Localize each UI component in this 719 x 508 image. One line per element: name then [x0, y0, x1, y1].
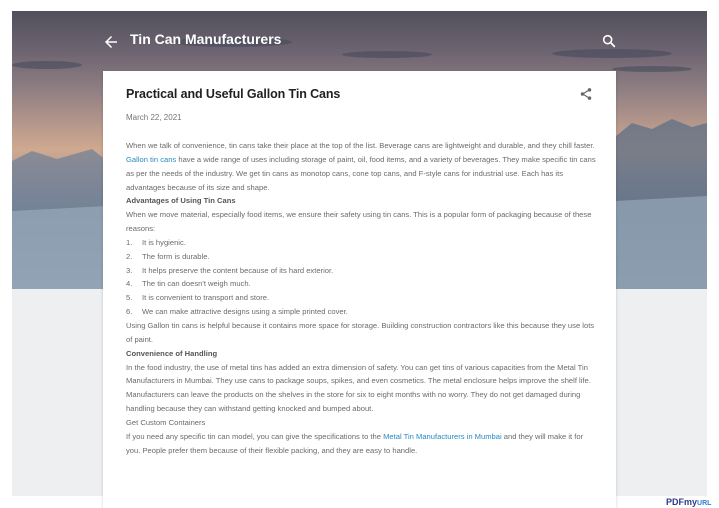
list-text: The form is durable.: [142, 251, 210, 261]
list-item: [126, 250, 596, 264]
list-text: The tin can doesn't weigh much.: [142, 279, 251, 289]
list-number: 5.: [126, 293, 133, 303]
custom-containers-heading: Get Custom Containers: [126, 417, 206, 427]
pdfmyurl-watermark-logo: [666, 497, 711, 507]
list-item: [126, 291, 596, 305]
custom-text-continued: and they will make it for you. People prefer them because of their flexible packing, and they are easy to handle.: [126, 431, 584, 455]
list-number: 6.: [126, 307, 133, 317]
post-card: [103, 71, 616, 508]
list-item: [126, 305, 596, 319]
convenience-paragraph: In the food industry, the use of metal tins has added an extra dimension of safety. You can get tins of various capacities from the Metal Tin Manufacturers in Mumbai. They use cans to package soups, spikes, and even cosmetics. The metal enclosure helps improve the shelf life. Manufacturers can leave the products on the shelves in the store for six to eight months with no worry. They do not get damaged during handling because they can withstand getting knocked and bumped about.: [126, 362, 591, 414]
advantages-paragraph: When we move material, especially food items, we ensure their safety using tin cans. This is a popular form of packaging because of these reasons:: [126, 210, 592, 234]
intro-text-continued: have a wide range of uses including storage of paint, oil, food items, and a variety of beverages. They make specific tin cans as per the needs of the industry. We get tin cans as monotop cans, cone top cans, and F-style cans for industrial use. Each has its advantages because of its size and shape.: [126, 154, 596, 192]
list-item: [126, 277, 596, 291]
gallon-tin-cans-link[interactable]: Gallon tin cans: [126, 154, 177, 164]
list-text: It is hygienic.: [142, 237, 186, 247]
list-text: It helps preserve the content because of its hard exterior.: [142, 265, 334, 275]
search-icon[interactable]: [601, 33, 617, 49]
post-date[interactable]: March 22, 2021: [126, 113, 182, 122]
share-icon[interactable]: [579, 87, 593, 101]
list-item: [126, 264, 596, 278]
list-number: 4.: [126, 279, 133, 289]
watermark-main: PDFmy: [666, 497, 698, 507]
metal-tin-manufacturers-link[interactable]: Metal Tin Manufacturers in Mumbai: [383, 431, 502, 441]
convenience-heading: Convenience of Handling: [126, 348, 218, 358]
blog-title[interactable]: Tin Can Manufacturers: [130, 31, 282, 47]
list-number: 1.: [126, 237, 133, 247]
intro-text: When we talk of convenience, tin cans take their place at the top of the list. Beverage cans are lightweight and durable, and they chill faster.: [126, 141, 595, 150]
list-item: [126, 236, 596, 250]
list-number: 2.: [126, 251, 133, 261]
advantages-heading: Advantages of Using Tin Cans: [126, 196, 236, 206]
back-arrow-icon[interactable]: [102, 33, 120, 51]
post-title[interactable]: Practical and Useful Gallon Tin Cans: [126, 87, 341, 101]
intro-paragraph: [126, 139, 596, 194]
custom-paragraph: [126, 430, 596, 458]
post-body: [126, 139, 596, 457]
custom-text: If you need any specific tin can model, you can give the specifications to the: [126, 431, 384, 441]
list-number: 3.: [126, 265, 133, 275]
gallon-paragraph: Using Gallon tin cans is helpful because it contains more space for storage. Building construction contractors like this because they use lots of paint.: [126, 320, 595, 344]
watermark-accent: URL: [697, 500, 712, 507]
list-text: We can make attractive designs using a simple printed cover.: [142, 307, 348, 317]
list-text: It is convenient to transport and store.: [142, 293, 270, 303]
